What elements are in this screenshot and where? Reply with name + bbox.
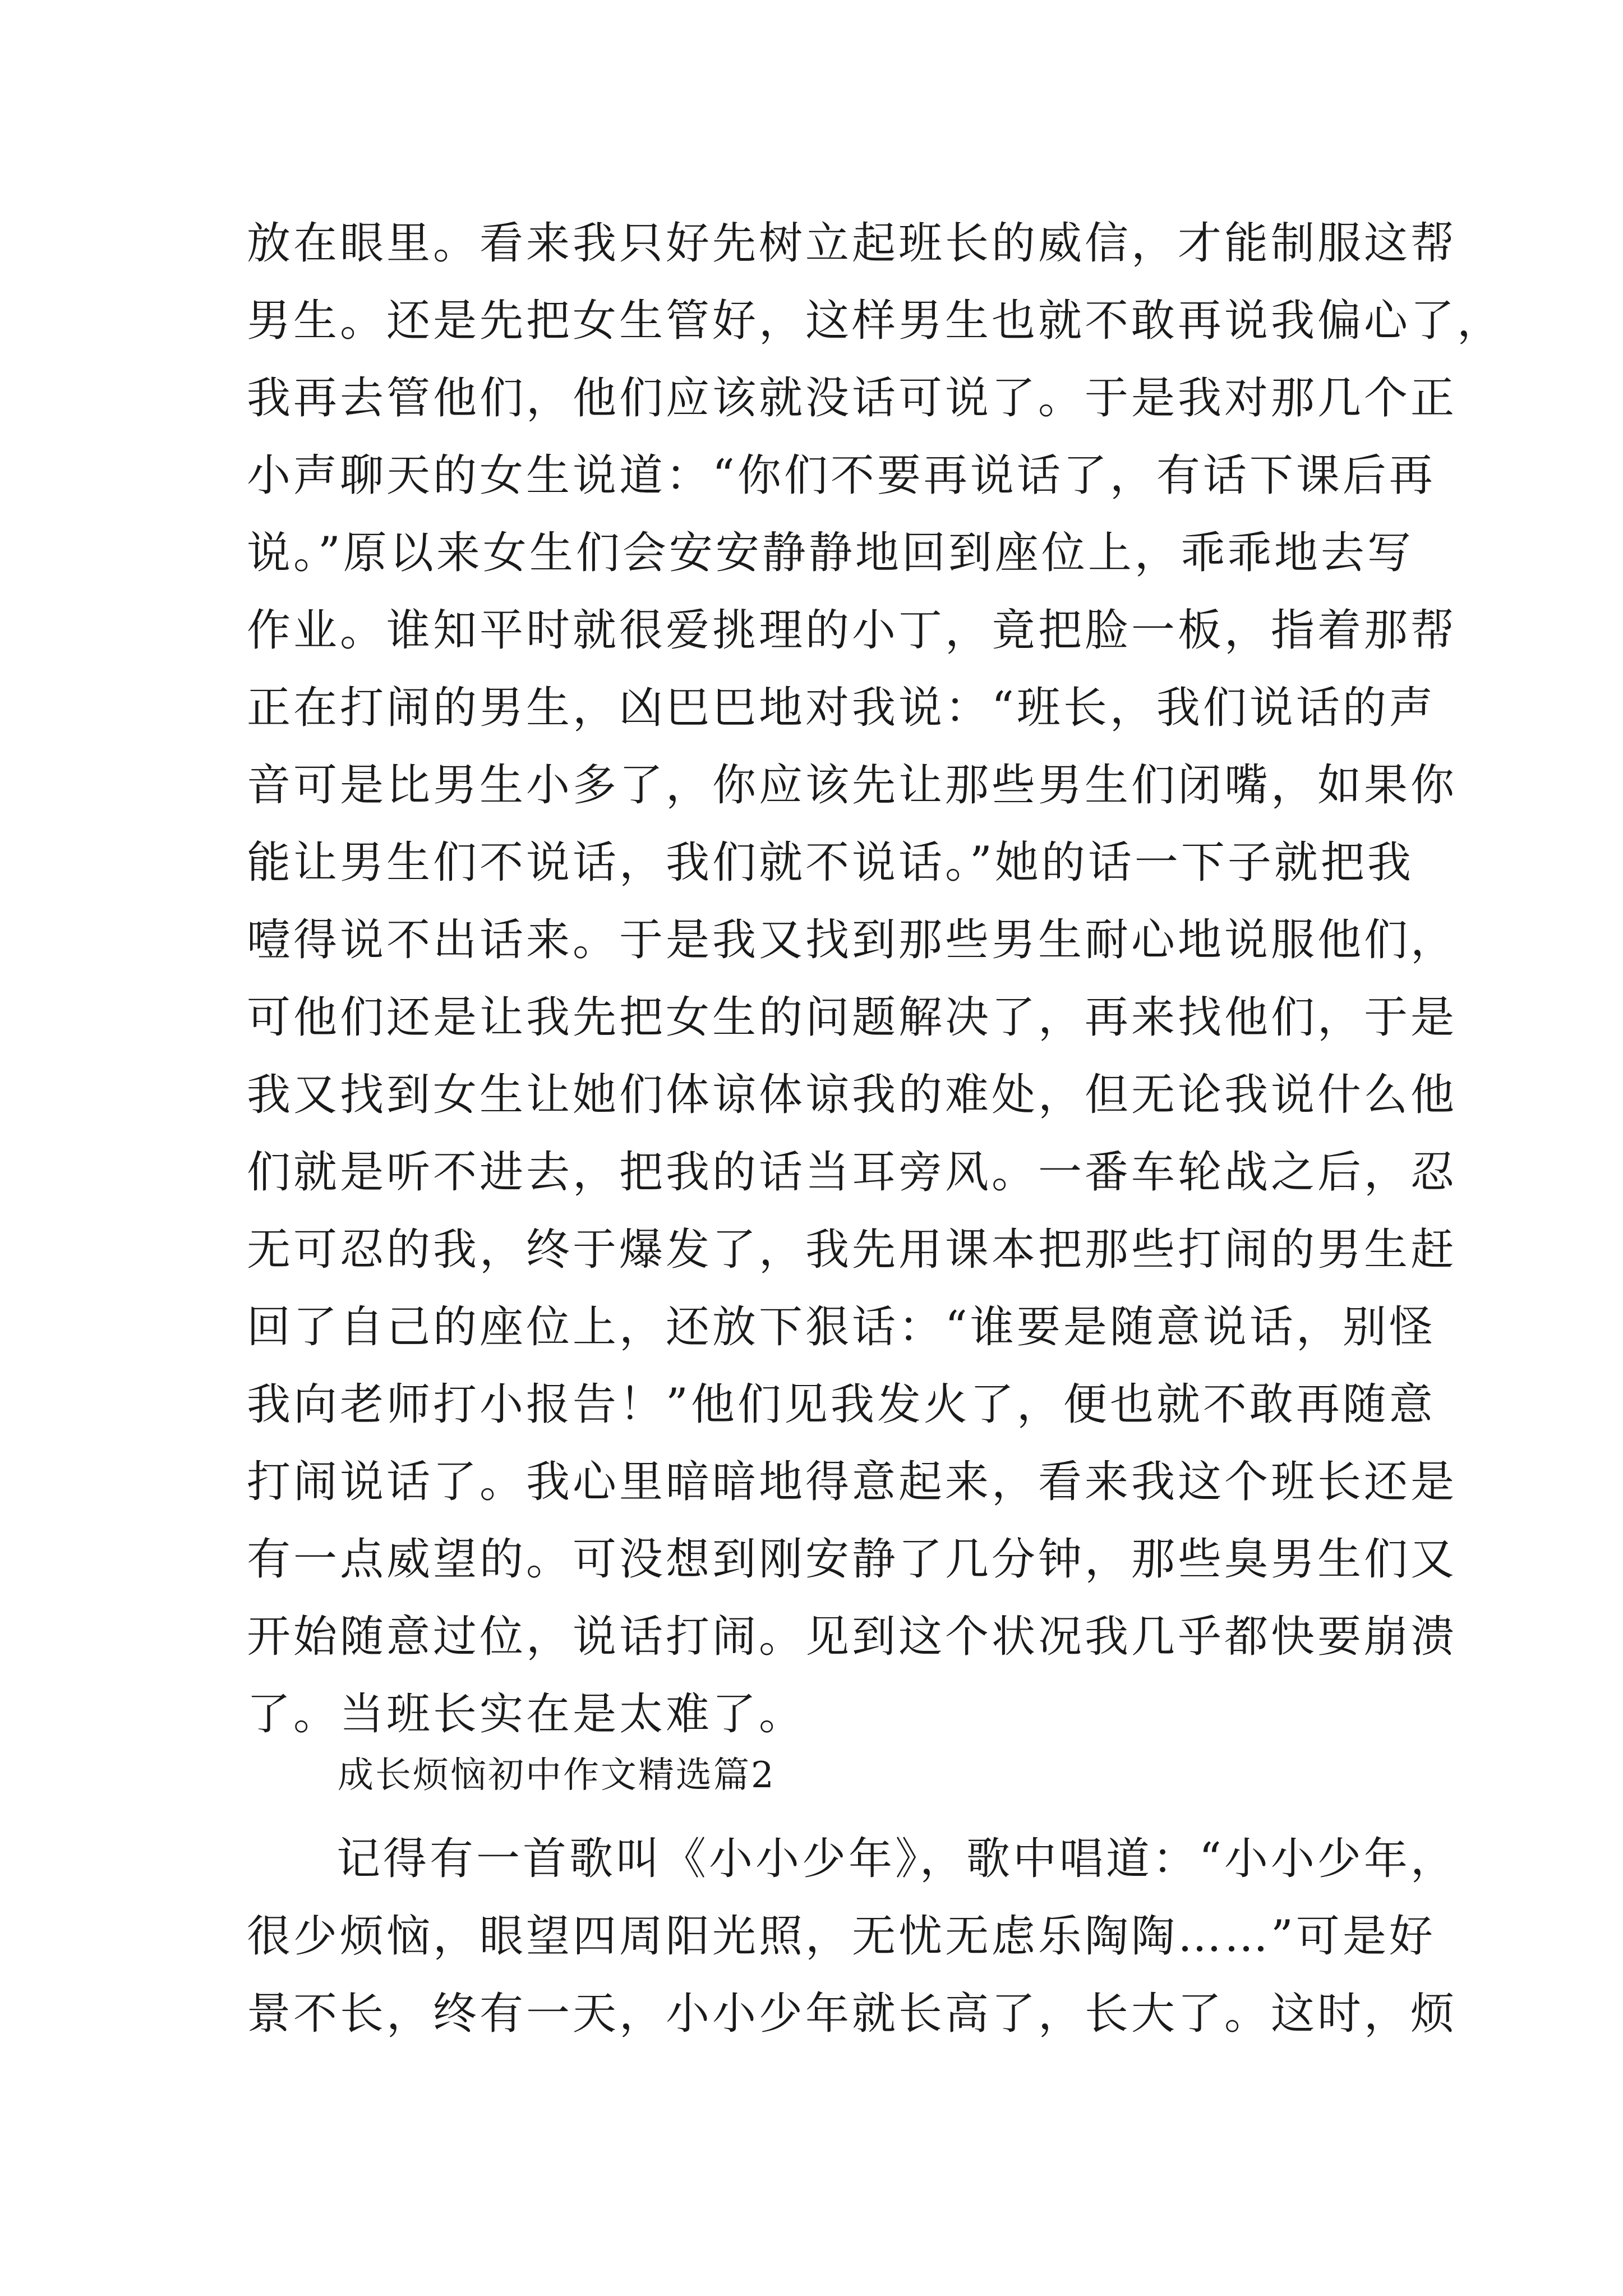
paragraph-line: 作业。谁知平时就很爱挑理的小丁，竟把脸一板，指着那帮	[247, 605, 1458, 656]
paragraph-line: 开始随意过位，说话打闹。见到这个状况我几乎都快要崩溃	[247, 1612, 1458, 1662]
paragraph-line: 了。当班长实在是太难了。	[247, 1689, 806, 1740]
paragraph-line: 无可忍的我，终于爆发了，我先用课本把那些打闹的男生赶	[247, 1225, 1458, 1275]
paragraph-line: 回了自己的座位上，还放下狠话：“谁要是随意说话，别怪	[247, 1302, 1436, 1352]
paragraph-line: 正在打闹的男生，凶巴巴地对我说：“班长，我们说话的声	[247, 683, 1436, 733]
section-heading: 成长烦恼初中作文精选篇2	[338, 1755, 776, 1796]
paragraph-line: 小声聊天的女生说道：“你们不要再说话了，有话下课后再	[247, 450, 1436, 501]
paragraph-line: 音可是比男生小多了，你应该先让那些男生们闭嘴，如果你	[247, 760, 1458, 811]
paragraph-line: 们就是听不进去，把我的话当耳旁风。一番车轮战之后，忍	[247, 1147, 1458, 1198]
paragraph-line: 很少烦恼，眼望四周阳光照，无忧无虑乐陶陶……”可是好	[247, 1911, 1436, 1962]
paragraph-line: 记得有一首歌叫《小小少年》，歌中唱道：“小小少年，	[336, 1834, 1457, 1884]
paragraph-line: 有一点威望的。可没想到刚安静了几分钟，那些臭男生们又	[247, 1534, 1458, 1585]
paragraph-line: 噎得说不出话来。于是我又找到那些男生耐心地说服他们，	[247, 915, 1458, 965]
paragraph-line: 可他们还是让我先把女生的问题解决了，再来找他们，于是	[247, 992, 1458, 1043]
paragraph-line: 放在眼里。看来我只好先树立起班长的威信，才能制服这帮	[247, 218, 1458, 269]
paragraph-1	[247, 205, 1504, 1753]
paragraph-line: 景不长，终有一天，小小少年就长高了，长大了。这时，烦	[247, 1989, 1458, 2039]
paragraph-line: 能让男生们不说话，我们就不说话。”她的话一下子就把我	[247, 838, 1414, 888]
paragraph-line: 说。”原以来女生们会安安静静地回到座位上，乖乖地去写	[247, 528, 1414, 578]
paragraph-line: 打闹说话了。我心里暗暗地得意起来，看来我这个班长还是	[247, 1457, 1458, 1507]
paragraph-2	[247, 1820, 1458, 2053]
paragraph-line: 我向老师打小报告！”他们见我发火了，便也就不敢再随意	[247, 1379, 1436, 1430]
paragraph-line: 男生。还是先把女生管好，这样男生也就不敢再说我偏心了，	[247, 296, 1504, 346]
paragraph-line: 我又找到女生让她们体谅体谅我的难处，但无论我说什么他	[247, 1070, 1458, 1120]
paragraph-line: 我再去管他们，他们应该就没话可说了。于是我对那几个正	[247, 373, 1458, 424]
